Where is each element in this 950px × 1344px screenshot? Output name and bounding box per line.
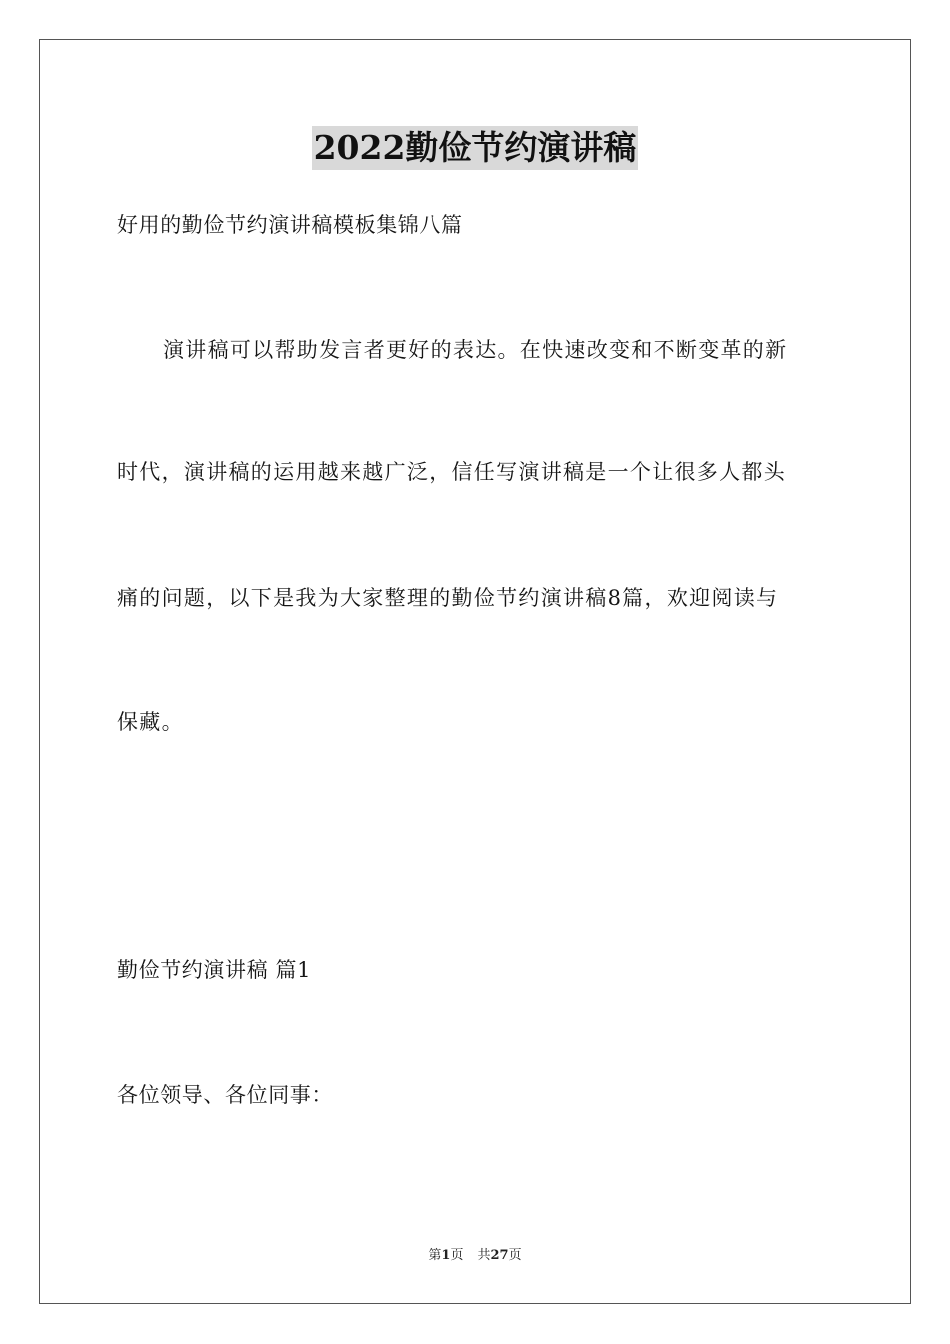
section-heading: 勤俭节约演讲稿 篇1 bbox=[117, 958, 312, 982]
page-footer bbox=[0, 1247, 950, 1265]
footer-total-suffix: 页 bbox=[508, 1248, 522, 1263]
title-container bbox=[0, 126, 950, 170]
intro-paragraph-line-1: 演讲稿可以帮助发言者更好的表达。在快速改变和不断变革的新 bbox=[163, 338, 788, 362]
footer-page-prefix: 第 bbox=[428, 1248, 442, 1263]
document-subtitle: 好用的勤俭节约演讲稿模板集锦八篇 bbox=[117, 213, 463, 237]
footer-total-pages: 27 bbox=[490, 1248, 509, 1263]
footer-page-number: 1 bbox=[441, 1248, 451, 1263]
intro-paragraph-line-2: 时代，演讲稿的运用越来越广泛，信任写演讲稿是一个让很多人都头 bbox=[117, 460, 786, 484]
document-title: 2022勤俭节约演讲稿 bbox=[312, 126, 639, 170]
salutation: 各位领导、各位同事： bbox=[117, 1083, 333, 1107]
footer-page-suffix: 页 bbox=[450, 1248, 464, 1263]
intro-paragraph-line-3: 痛的问题，以下是我为大家整理的勤俭节约演讲稿8篇，欢迎阅读与 bbox=[117, 586, 779, 610]
footer-total-prefix: 共 bbox=[477, 1248, 491, 1263]
intro-paragraph-line-4: 保藏。 bbox=[117, 710, 184, 734]
